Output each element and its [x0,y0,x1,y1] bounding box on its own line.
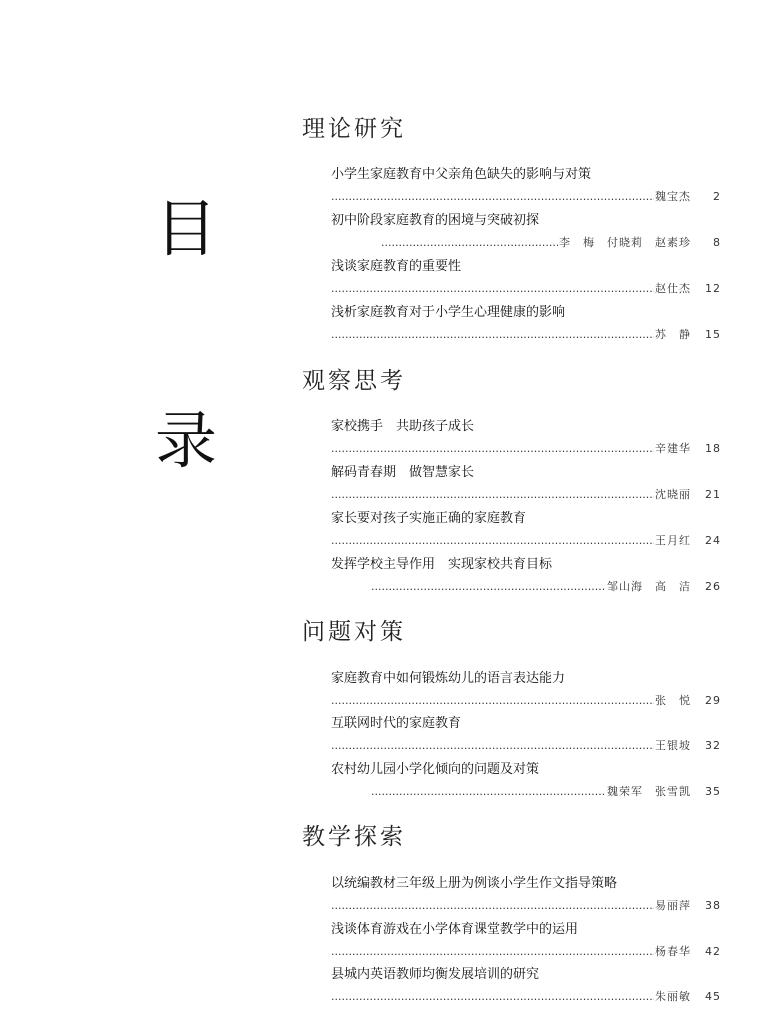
dot-leader [331,739,654,753]
dot-leader [331,190,654,204]
entry-leader [331,282,721,296]
entry-leader [331,190,721,204]
entry-title: 小学生家庭教育中父亲角色缺失的影响与对策 [331,167,592,182]
toc-entry[interactable] [331,305,721,342]
entry-title: 家校携手 共助孩子成长 [331,419,475,434]
entry-author: 张 悦 [655,694,691,707]
entry-title: 浅谈家庭教育的重要性 [331,259,462,274]
entry-leader [331,785,721,799]
dot-leader [331,488,654,502]
entry-page-number: 18 [705,442,721,455]
entry-title: 县城内英语教师均衡发展培训的研究 [331,967,540,982]
section-title: 教学探索 [302,824,406,850]
entry-leader [331,899,721,913]
entry-page-number: 29 [705,694,721,707]
entry-page-number: 24 [705,534,721,547]
entry-page-number: 45 [705,990,721,1003]
dot-leader [371,580,606,594]
entry-author: 王月红 [655,534,691,547]
entry-author: 邹山海 高 洁 [607,580,691,593]
entry-title: 发挥学校主导作用 实现家校共育目标 [331,557,553,572]
entry-page-number: 35 [705,785,721,798]
toc-entry[interactable] [331,167,721,204]
entry-page-number: 32 [705,739,721,752]
entry-title: 初中阶段家庭教育的困境与突破初探 [331,213,540,228]
entry-author: 易丽萍 [655,899,691,912]
toc-entry[interactable] [331,259,721,296]
entry-title: 浅析家庭教育对于小学生心理健康的影响 [331,305,566,320]
toc-entry[interactable] [331,762,721,799]
entry-title: 家长要对孩子实施正确的家庭教育 [331,511,527,526]
toc-entry[interactable] [331,465,721,502]
dot-leader [371,785,606,799]
entry-author: 沈晓丽 [655,488,691,501]
toc-entry[interactable] [331,671,721,708]
entry-author: 辛建华 [655,442,691,455]
dot-leader [331,328,654,342]
toc-entry[interactable] [331,876,721,913]
toc-entry[interactable] [331,967,721,1004]
section-title: 理论研究 [302,116,406,142]
dot-leader [381,236,558,250]
entry-title: 解码青春期 做智慧家长 [331,465,475,480]
entry-page-number: 38 [705,899,721,912]
dot-leader [331,945,654,959]
entry-leader [331,488,721,502]
entry-page-number: 21 [705,488,721,501]
toc-entry[interactable] [331,716,721,753]
dot-leader [331,694,654,708]
section-title: 观察思考 [302,368,406,394]
entry-author: 魏荣军 张雪凯 [607,785,691,798]
entry-leader [331,534,721,548]
entry-author: 杨春华 [655,945,691,958]
entry-page-number: 15 [705,328,721,341]
entry-leader [331,328,721,342]
entry-leader [331,236,721,250]
toc-heading-char-2: 录 [155,404,218,477]
entry-author: 王银坡 [655,739,691,752]
entry-page-number: 8 [713,236,721,249]
toc-entry[interactable] [331,213,721,250]
entry-title: 浅谈体育游戏在小学体育课堂教学中的运用 [331,922,579,937]
entry-title: 互联网时代的家庭教育 [331,716,462,731]
entry-author: 苏 静 [655,328,691,341]
toc-entry[interactable] [331,922,721,959]
entry-page-number: 26 [705,580,721,593]
entry-author: 赵仕杰 [655,282,691,295]
toc-entry[interactable] [331,511,721,548]
entry-title: 农村幼儿园小学化倾向的问题及对策 [331,762,540,777]
entry-page-number: 2 [713,190,721,203]
dot-leader [331,282,654,296]
entry-author: 朱丽敏 [655,990,691,1003]
entry-leader [331,990,721,1004]
dot-leader [331,899,654,913]
entry-author: 李 梅 付晓莉 赵素珍 [559,236,691,249]
dot-leader [331,990,654,1004]
section-title: 问题对策 [302,619,406,645]
entry-leader [331,739,721,753]
dot-leader [331,442,654,456]
entry-leader [331,945,721,959]
entry-title: 家庭教育中如何锻炼幼儿的语言表达能力 [331,671,566,686]
entry-leader [331,580,721,594]
dot-leader [331,534,654,548]
entry-page-number: 12 [705,282,721,295]
entry-leader [331,442,721,456]
toc-heading-char-1: 目 [155,192,218,265]
entry-title: 以统编教材三年级上册为例谈小学生作文指导策略 [331,876,618,891]
toc-entry[interactable] [331,419,721,456]
entry-leader [331,694,721,708]
toc-entry[interactable] [331,557,721,594]
entry-author: 魏宝杰 [655,190,691,203]
entry-page-number: 42 [705,945,721,958]
